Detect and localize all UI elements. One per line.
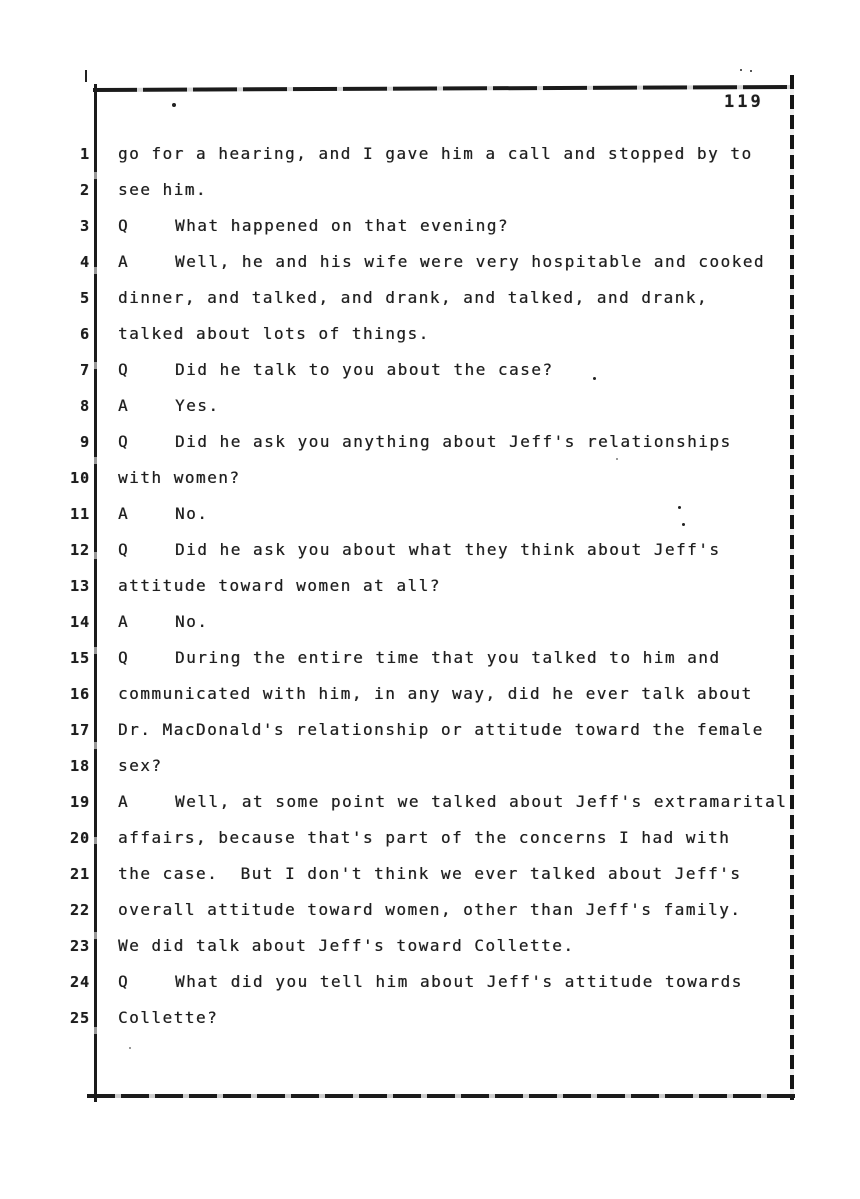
- line-number: 20: [69, 829, 90, 847]
- scan-artifact: [172, 103, 176, 107]
- speaker-label: A: [118, 504, 130, 523]
- transcript-line: [40, 244, 830, 280]
- transcript-line: [40, 784, 830, 820]
- line-number: 22: [69, 901, 90, 919]
- line-number: 19: [69, 793, 90, 811]
- line-content: [118, 604, 208, 640]
- line-content: [118, 280, 708, 316]
- scan-artifact: [682, 523, 685, 526]
- line-text: Dr. MacDonald's relationship or attitude toward the female: [118, 720, 764, 739]
- line-number: 21: [69, 865, 90, 883]
- line-content: [118, 640, 721, 676]
- line-text: During the entire time that you talked to him and: [175, 648, 721, 667]
- transcript-line: [40, 388, 830, 424]
- line-content: [118, 928, 574, 964]
- line-text: What happened on that evening?: [175, 216, 509, 235]
- line-number: 4: [79, 253, 90, 271]
- transcript-line: [40, 1000, 830, 1036]
- line-content: [118, 964, 743, 1000]
- transcript-line: [40, 532, 830, 568]
- transcript-line: [40, 892, 830, 928]
- line-text: dinner, and talked, and drank, and talked, and drank,: [118, 288, 709, 307]
- speaker-label: Q: [118, 432, 130, 451]
- transcript-line: [40, 712, 830, 748]
- line-text: talked about lots of things.: [118, 324, 430, 343]
- line-text: Yes.: [175, 396, 220, 415]
- line-text: overall attitude toward women, other than Jeff's family.: [118, 900, 742, 919]
- line-content: [118, 532, 721, 568]
- line-content: [118, 352, 554, 388]
- transcript-line: [40, 856, 830, 892]
- line-text: affairs, because that's part of the concerns I had with: [118, 828, 731, 847]
- line-text: attitude toward women at all?: [118, 576, 441, 595]
- speaker-label: Q: [118, 972, 130, 991]
- speaker-label: Q: [118, 216, 130, 235]
- speaker-label: Q: [118, 540, 130, 559]
- transcript-line: [40, 604, 830, 640]
- line-number: 7: [79, 361, 90, 379]
- transcript-line: [40, 748, 830, 784]
- line-content: [118, 136, 753, 172]
- line-number: 18: [69, 757, 90, 775]
- line-content: [118, 784, 787, 820]
- transcript-line: [40, 172, 830, 208]
- transcript-line: [40, 316, 830, 352]
- line-text: Did he ask you anything about Jeff's relationships: [175, 432, 732, 451]
- transcript-lines: [40, 136, 830, 1036]
- line-text: sex?: [118, 756, 163, 775]
- transcript-line: [40, 676, 830, 712]
- line-content: [118, 388, 220, 424]
- line-content: [118, 496, 208, 532]
- speaker-label: A: [118, 252, 130, 271]
- line-number: 14: [69, 613, 90, 631]
- line-text: see him.: [118, 180, 208, 199]
- line-text: Well, he and his wife were very hospitable and cooked: [175, 252, 766, 271]
- line-text: Did he ask you about what they think about Jeff's: [175, 540, 721, 559]
- line-content: [118, 748, 163, 784]
- transcript-line: [40, 820, 830, 856]
- line-text: go for a hearing, and I gave him a call and stopped by to: [118, 144, 753, 163]
- transcript-line: [40, 460, 830, 496]
- scan-artifact: [678, 506, 681, 509]
- line-text: Well, at some point we talked about Jeff's extramarital: [175, 792, 788, 811]
- line-content: [118, 244, 765, 280]
- scan-artifact: [129, 1047, 131, 1049]
- line-number: 23: [69, 937, 90, 955]
- line-number: 16: [69, 685, 90, 703]
- speaker-label: A: [118, 792, 130, 811]
- line-text: the case. But I don't think we ever talked about Jeff's: [118, 864, 742, 883]
- line-number: 12: [69, 541, 90, 559]
- line-content: [118, 820, 730, 856]
- speaker-label: A: [118, 396, 130, 415]
- scan-artifact: [740, 69, 742, 71]
- transcript-line: [40, 568, 830, 604]
- line-number: 3: [79, 217, 90, 235]
- line-text: Did he talk to you about the case?: [175, 360, 554, 379]
- transcript-line: [40, 964, 830, 1000]
- line-number: 5: [79, 289, 90, 307]
- line-number: 9: [79, 433, 90, 451]
- line-content: [118, 712, 764, 748]
- transcript-line: [40, 928, 830, 964]
- transcript-line: [40, 424, 830, 460]
- line-number: 6: [79, 325, 90, 343]
- transcript-line: [40, 352, 830, 388]
- line-number: 17: [69, 721, 90, 739]
- speaker-label: A: [118, 612, 130, 631]
- line-text: No.: [175, 612, 209, 631]
- line-number: 13: [69, 577, 90, 595]
- line-text: with women?: [118, 468, 241, 487]
- line-content: [118, 424, 732, 460]
- scan-artifact: [593, 377, 596, 380]
- line-text: communicated with him, in any way, did he ever talk about: [118, 684, 753, 703]
- line-text: No.: [175, 504, 209, 523]
- speaker-label: Q: [118, 648, 130, 667]
- page-number: 119: [724, 92, 764, 112]
- line-content: [118, 676, 753, 712]
- line-number: 24: [69, 973, 90, 991]
- line-number: 8: [79, 397, 90, 415]
- line-content: [118, 316, 430, 352]
- line-content: [118, 856, 741, 892]
- line-text: What did you tell him about Jeff's attitude towards: [175, 972, 743, 991]
- transcript-line: [40, 496, 830, 532]
- line-number: 1: [79, 145, 90, 163]
- line-content: [118, 568, 441, 604]
- scan-artifact: [85, 70, 87, 82]
- line-text: We did talk about Jeff's toward Collette.: [118, 936, 575, 955]
- line-content: [118, 1000, 218, 1036]
- line-number: 11: [69, 505, 90, 523]
- line-content: [118, 892, 741, 928]
- transcript-line: [40, 136, 830, 172]
- line-number: 10: [69, 469, 90, 487]
- line-number: 15: [69, 649, 90, 667]
- line-number: 2: [79, 181, 90, 199]
- page-border-bottom: [87, 1094, 795, 1098]
- scan-artifact: [750, 70, 752, 72]
- scan-artifact: [616, 458, 618, 460]
- line-number: 25: [69, 1009, 90, 1027]
- page-border-top: [93, 85, 792, 92]
- transcript-line: [40, 208, 830, 244]
- line-text: Collette?: [118, 1008, 219, 1027]
- line-content: [118, 172, 207, 208]
- transcript-line: [40, 280, 830, 316]
- speaker-label: Q: [118, 360, 130, 379]
- line-content: [118, 208, 509, 244]
- line-content: [118, 460, 240, 496]
- transcript-line: [40, 640, 830, 676]
